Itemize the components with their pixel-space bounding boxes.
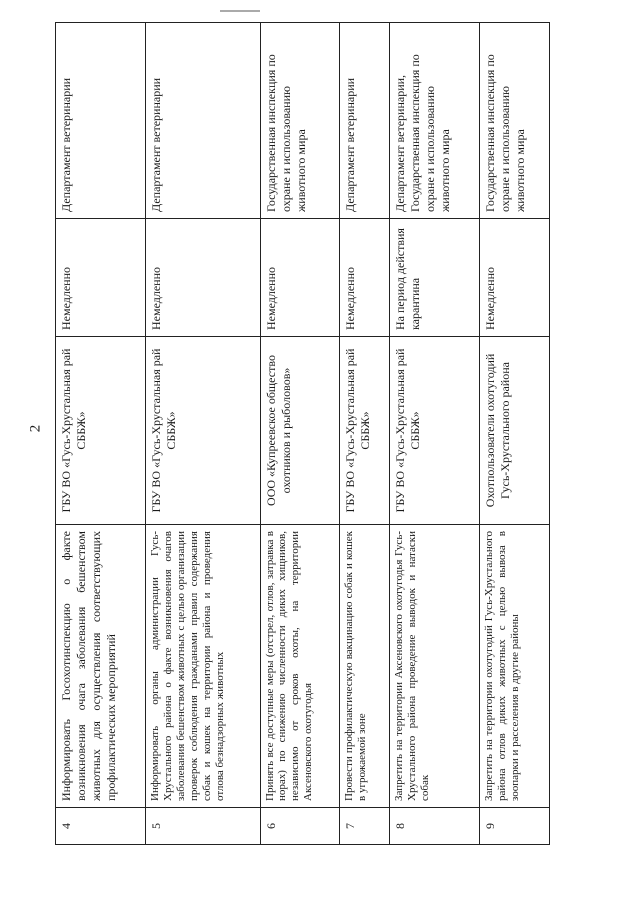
table-row — [146, 23, 260, 845]
table-row — [339, 23, 389, 845]
scan-artifact-line — [220, 10, 260, 12]
responsible-cell: Государственная инспекция по охране и использованию животного мира — [479, 23, 549, 219]
executor-cell: ГБУ ВО «Гусь-Хрустальная рай СББЖ» — [389, 337, 479, 525]
term-cell: На период действия карантина — [389, 219, 479, 337]
row-number: 8 — [389, 808, 479, 845]
executor-cell: ГБУ ВО «Гусь-Хрустальная рай СББЖ» — [339, 337, 389, 525]
action-cell: Запретить на территории Аксеновского охотугодья Гусь-Хрустального района проведение выводок и натаски собак — [389, 525, 479, 808]
action-cell: Принять все доступные меры (отстрел, отлов, затравка в норах) по снижению численности диких хищников, независимо от сроков охоты, на территории Аксеновского охотугодья — [260, 525, 339, 808]
term-cell: Немедленно — [479, 219, 549, 337]
row-number: 6 — [260, 808, 339, 845]
action-cell: Информировать Госохотинспекцию о факте возникновения очага заболевания бешенством животных для осуществления соответствующих профилактических мероприятий — [56, 525, 146, 808]
action-cell: Запретить на территории охотугодий Гусь-Хрустального района отлов диких животных с целью вывоза в зоопарки и расселения в другие районы — [479, 525, 549, 808]
executor-cell: ООО «Купреевское общество охотников и рыболовов» — [260, 337, 339, 525]
executor-cell: ГБУ ВО «Гусь-Хрустальная рай СББЖ» — [146, 337, 260, 525]
row-number: 7 — [339, 808, 389, 845]
responsible-cell: Департамент ветеринарии — [146, 23, 260, 219]
executor-cell: Охотпользователи охотугодий Гусь-Хрустального района — [479, 337, 549, 525]
responsible-cell: Государственная инспекция по охране и использованию животного мира — [260, 23, 339, 219]
rotated-table-container — [55, 30, 550, 845]
action-cell: Информировать органы администрации Гусь-Хрустального района о факте возникновения очагов заболевания бешенством животных с целью организации проверок соблюдения гражданами правил содержания собак и кошек на территории района и проведения отлова безнадзорных животных — [146, 525, 260, 808]
page-number: 2 — [27, 424, 44, 433]
table-row — [56, 23, 146, 845]
term-cell: Немедленно — [260, 219, 339, 337]
measures-table — [55, 22, 550, 845]
term-cell: Немедленно — [146, 219, 260, 337]
action-cell: Провести профилактическую вакцинацию собак и кошек в угрожаемой зоне — [339, 525, 389, 808]
responsible-cell: Департамент ветеринарии, Государственная инспекция по охране и использованию животного мира — [389, 23, 479, 219]
responsible-cell: Департамент ветеринарии — [56, 23, 146, 219]
executor-cell: ГБУ ВО «Гусь-Хрустальная рай СББЖ» — [56, 337, 146, 525]
row-number: 9 — [479, 808, 549, 845]
term-cell: Немедленно — [339, 219, 389, 337]
table-row — [479, 23, 549, 845]
row-number: 4 — [56, 808, 146, 845]
table-row — [260, 23, 339, 845]
table-row — [389, 23, 479, 845]
term-cell: Немедленно — [56, 219, 146, 337]
row-number: 5 — [146, 808, 260, 845]
responsible-cell: Департамент ветеринарии — [339, 23, 389, 219]
